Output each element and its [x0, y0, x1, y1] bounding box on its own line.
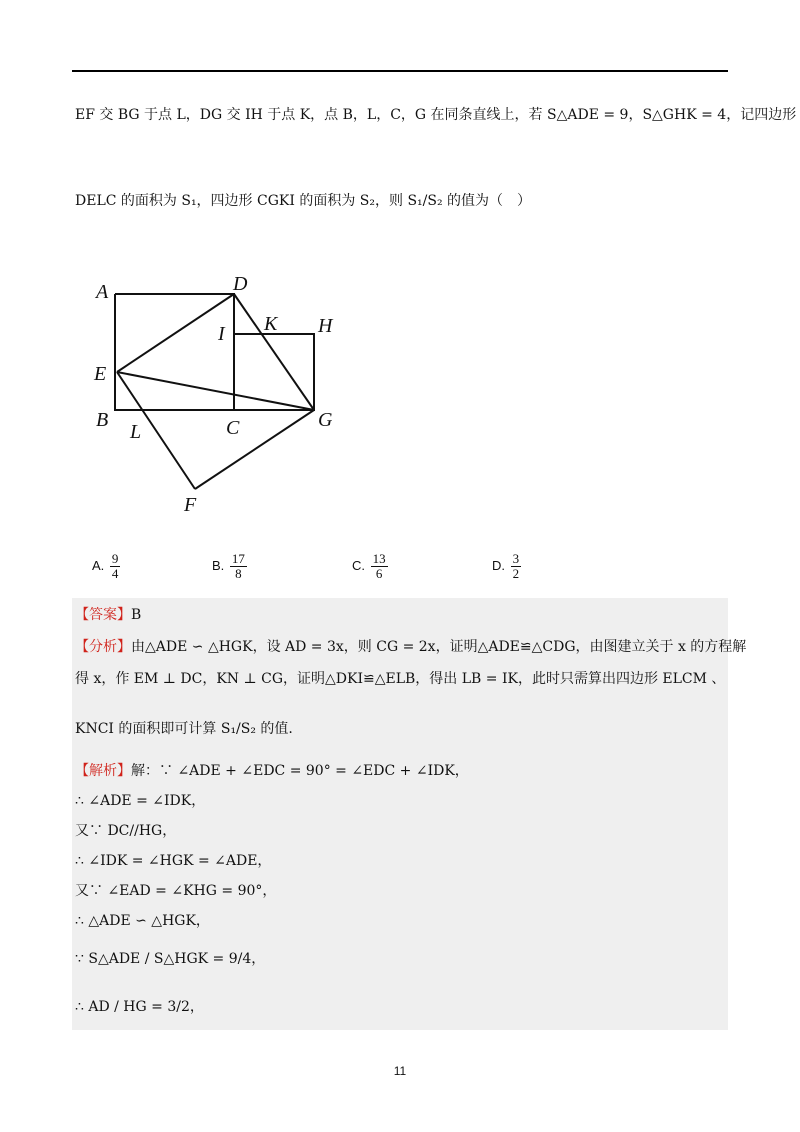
option-a-fraction: $\frac{9}{4}$ [111, 551, 119, 582]
option-b[interactable]: B. $\frac{17}{8}$ [212, 551, 245, 582]
step-6: ∴ △ADE ∽ △HGK， [75, 913, 210, 929]
segment-GF [195, 410, 314, 489]
analysis-line-2: 得 x，作 EM ⊥ DC，KN ⊥ CG，证明△DKI≌△ELB，得出 LB = IK，此时只需算出四边形 ELCM 、 [75, 671, 726, 687]
option-d-fraction: $\frac{3}{2}$ [512, 551, 520, 582]
label-I: I [218, 323, 225, 345]
question-line-1: EF 交 BG 于点 L，DG 交 IH 于点 K，点 B，L，C，G 在同条直线上，若 S△ADE = 9，S△GHK = 4，记四边形 [75, 107, 797, 123]
option-c[interactable]: C. $\frac{13}{6}$ [352, 551, 386, 582]
segment-DG [234, 294, 314, 410]
answer-value: B [131, 607, 142, 623]
step-2: ∴ ∠ADE = ∠IDK， [75, 793, 206, 809]
geometry-figure [80, 260, 360, 530]
segment-DE [117, 294, 234, 372]
answer-line [75, 604, 141, 624]
label-F: F [184, 494, 197, 516]
step-7: ∵ S△ADE / S△HGK = 9/4， [75, 951, 266, 967]
step-4: ∴ ∠IDK = ∠HGK = ∠ADE， [75, 853, 272, 869]
label-D: D [233, 273, 248, 295]
analysis-line-3: KNCI 的面积即可计算 S₁/S₂ 的值. [75, 721, 293, 737]
analysis-tag: 【分析】 [75, 639, 131, 655]
label-K: K [264, 313, 278, 335]
label-L: L [130, 421, 142, 443]
answer-tag: 【答案】 [75, 607, 131, 623]
label-E: E [94, 363, 107, 385]
label-G: G [318, 409, 333, 431]
detail-tag: 【解析】 [75, 763, 131, 779]
option-b-fraction: $\frac{17}{8}$ [231, 551, 245, 582]
page-number: 11 [393, 1064, 407, 1078]
option-a[interactable]: A. $\frac{9}{4}$ [92, 551, 119, 582]
segment-AD-DC-CB-BA [115, 294, 234, 410]
label-H: H [318, 315, 333, 337]
step-3: 又∵ DC//HG， [75, 823, 177, 839]
top-rule [72, 70, 728, 72]
option-c-fraction: $\frac{13}{6}$ [372, 551, 386, 582]
question-line-2: DELC 的面积为 S₁，四边形 CGKI 的面积为 S₂，则 S₁/S₂ 的值为（ ） [75, 193, 532, 209]
label-A: A [96, 281, 109, 303]
detail-line-1: 【解析】解：∵ ∠ADE + ∠EDC = 90° = ∠EDC + ∠IDK， [75, 763, 469, 779]
label-C: C [226, 417, 240, 439]
step-5: 又∵ ∠EAD = ∠KHG = 90°， [75, 883, 277, 899]
step-8: ∴ AD / HG = 3/2， [75, 999, 204, 1015]
segment-EG [117, 372, 314, 410]
segment-EF [117, 372, 195, 489]
segment-CI-IH-HG-GC [234, 334, 314, 410]
label-B: B [96, 409, 109, 431]
option-d[interactable]: D. $\frac{3}{2}$ [492, 551, 520, 582]
analysis-line-1: 【分析】由△ADE ∽ △HGK，设 AD = 3x，则 CG = 2x，证明△ADE≌△CDG，由图建立关于 x 的方程解 [75, 639, 747, 655]
